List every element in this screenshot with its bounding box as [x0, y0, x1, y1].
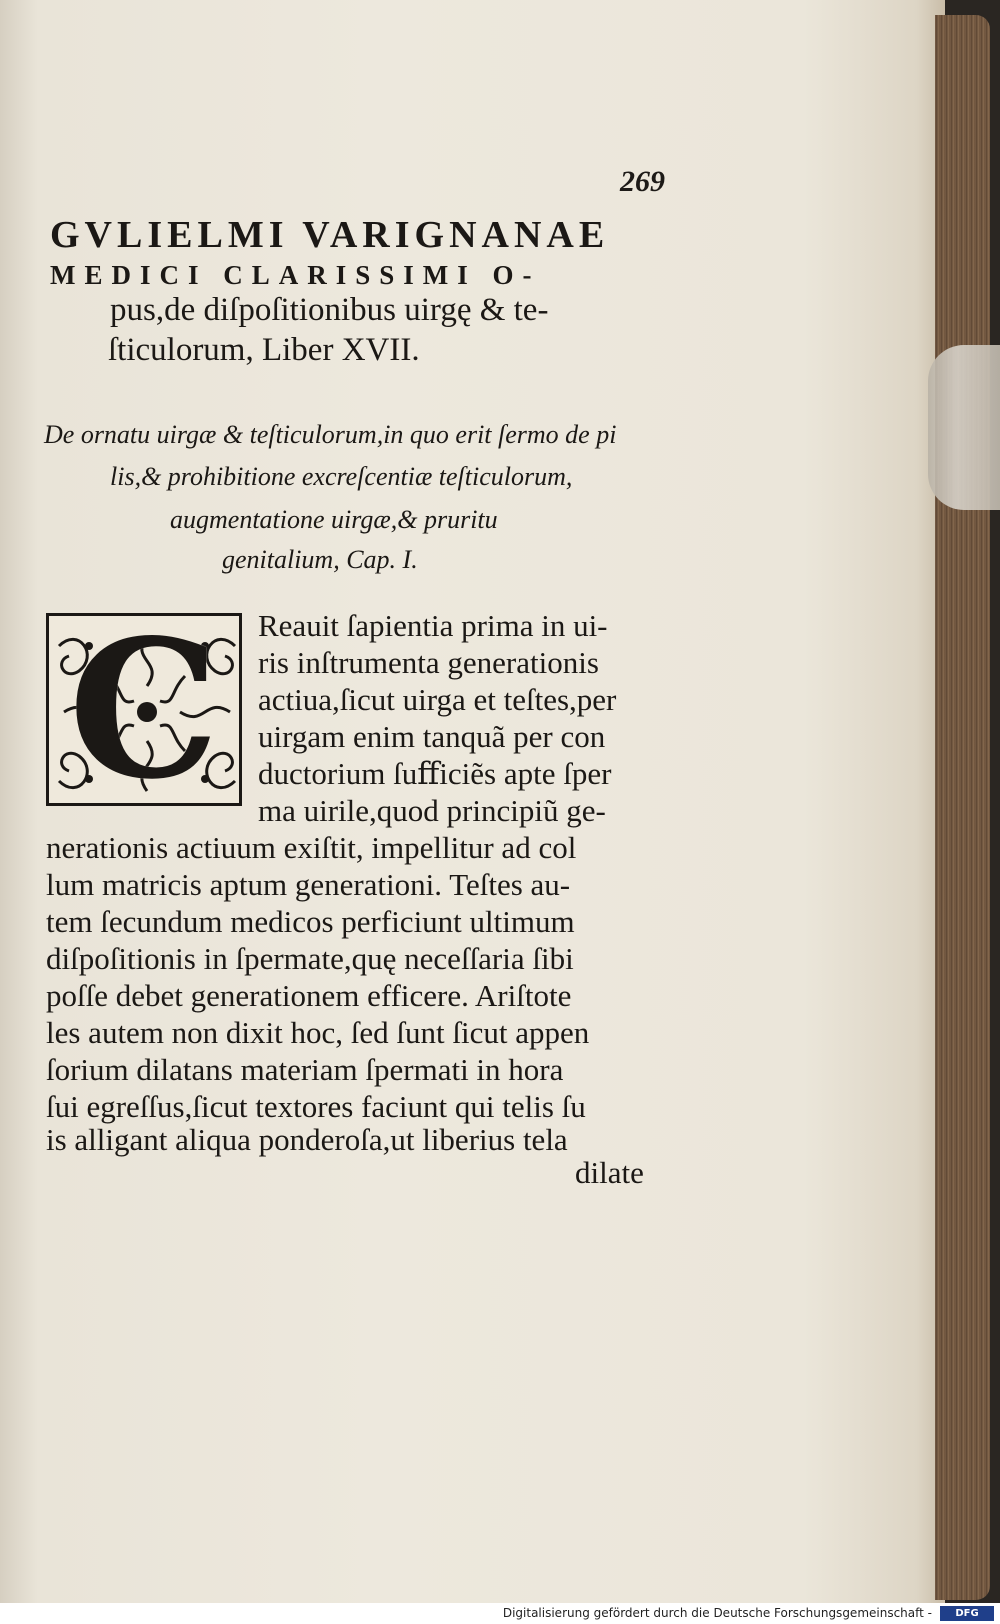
bookmark-tab: [928, 345, 1000, 510]
body-line: is alligant aliqua ponderoſa,ut liberius tela: [46, 1122, 568, 1157]
title-line-2: MEDICI CLARISSIMI O-: [50, 260, 541, 290]
body-line: uirgam enim tanquã per con: [258, 719, 606, 754]
body-line: tem ſecundum medicos perficiunt ultimum: [46, 904, 575, 939]
digitization-footer: [0, 1603, 1000, 1624]
body-line: nerationis actiuum exiſtit, impellitur ad col: [46, 830, 577, 865]
body-line: les autem non dixit hoc, ſed ſunt ſicut appen: [46, 1015, 590, 1050]
body-line: lum matricis aptum generationi. Teſtes au-: [46, 867, 571, 902]
title-line-4: ſticulorum, Liber XVII.: [108, 332, 420, 368]
footer-credit: Digitalisierung gefördert durch die Deutsche Forschungsgemeinschaft -: [502, 1606, 932, 1620]
page-number: 269: [620, 165, 665, 198]
body-line: actiua,ſicut uirga et teſtes,per: [258, 682, 617, 717]
body-line: diſpoſitionis in ſpermate,quę neceſſaria ſibi: [46, 941, 574, 976]
title-line-3: pus,de diſpoſitionibus uirgę & te-: [110, 292, 549, 328]
chapter-heading-line-1: De ornatu uirgæ & teſticulorum,in quo erit ſermo de pi: [44, 420, 617, 449]
chapter-heading-line-4: genitalium, Cap. I.: [222, 545, 418, 574]
initial-letter: C: [68, 613, 220, 806]
body-line: ſorium dilatans materiam ſpermati in hora: [46, 1052, 564, 1087]
dfg-logo: DFG: [940, 1606, 994, 1621]
title-line-1: GVLIELMI VARIGNANAE: [50, 214, 610, 256]
body-line: Reauit ſapientia prima in ui-: [258, 608, 608, 643]
chapter-heading-line-3: augmentatione uirgæ,& pruritu: [170, 505, 498, 534]
chapter-heading-line-2: lis,& prohibitione excreſcentiæ teſticulorum,: [110, 462, 573, 491]
decorated-initial: [46, 613, 242, 806]
page-edges: [935, 15, 990, 1600]
body-line: poſſe debet generationem efficere. Ariſtote: [46, 978, 572, 1013]
catchword: dilate: [575, 1155, 644, 1190]
body-line: ſui egreſſus,ſicut textores faciunt qui telis ſu: [46, 1089, 586, 1124]
body-line: ductorium ſuﬀiciẽs apte ſper: [258, 756, 612, 791]
body-line: ris inſtrumenta generationis: [258, 645, 599, 680]
body-line: ma uirile,quod principiũ ge-: [258, 793, 606, 828]
